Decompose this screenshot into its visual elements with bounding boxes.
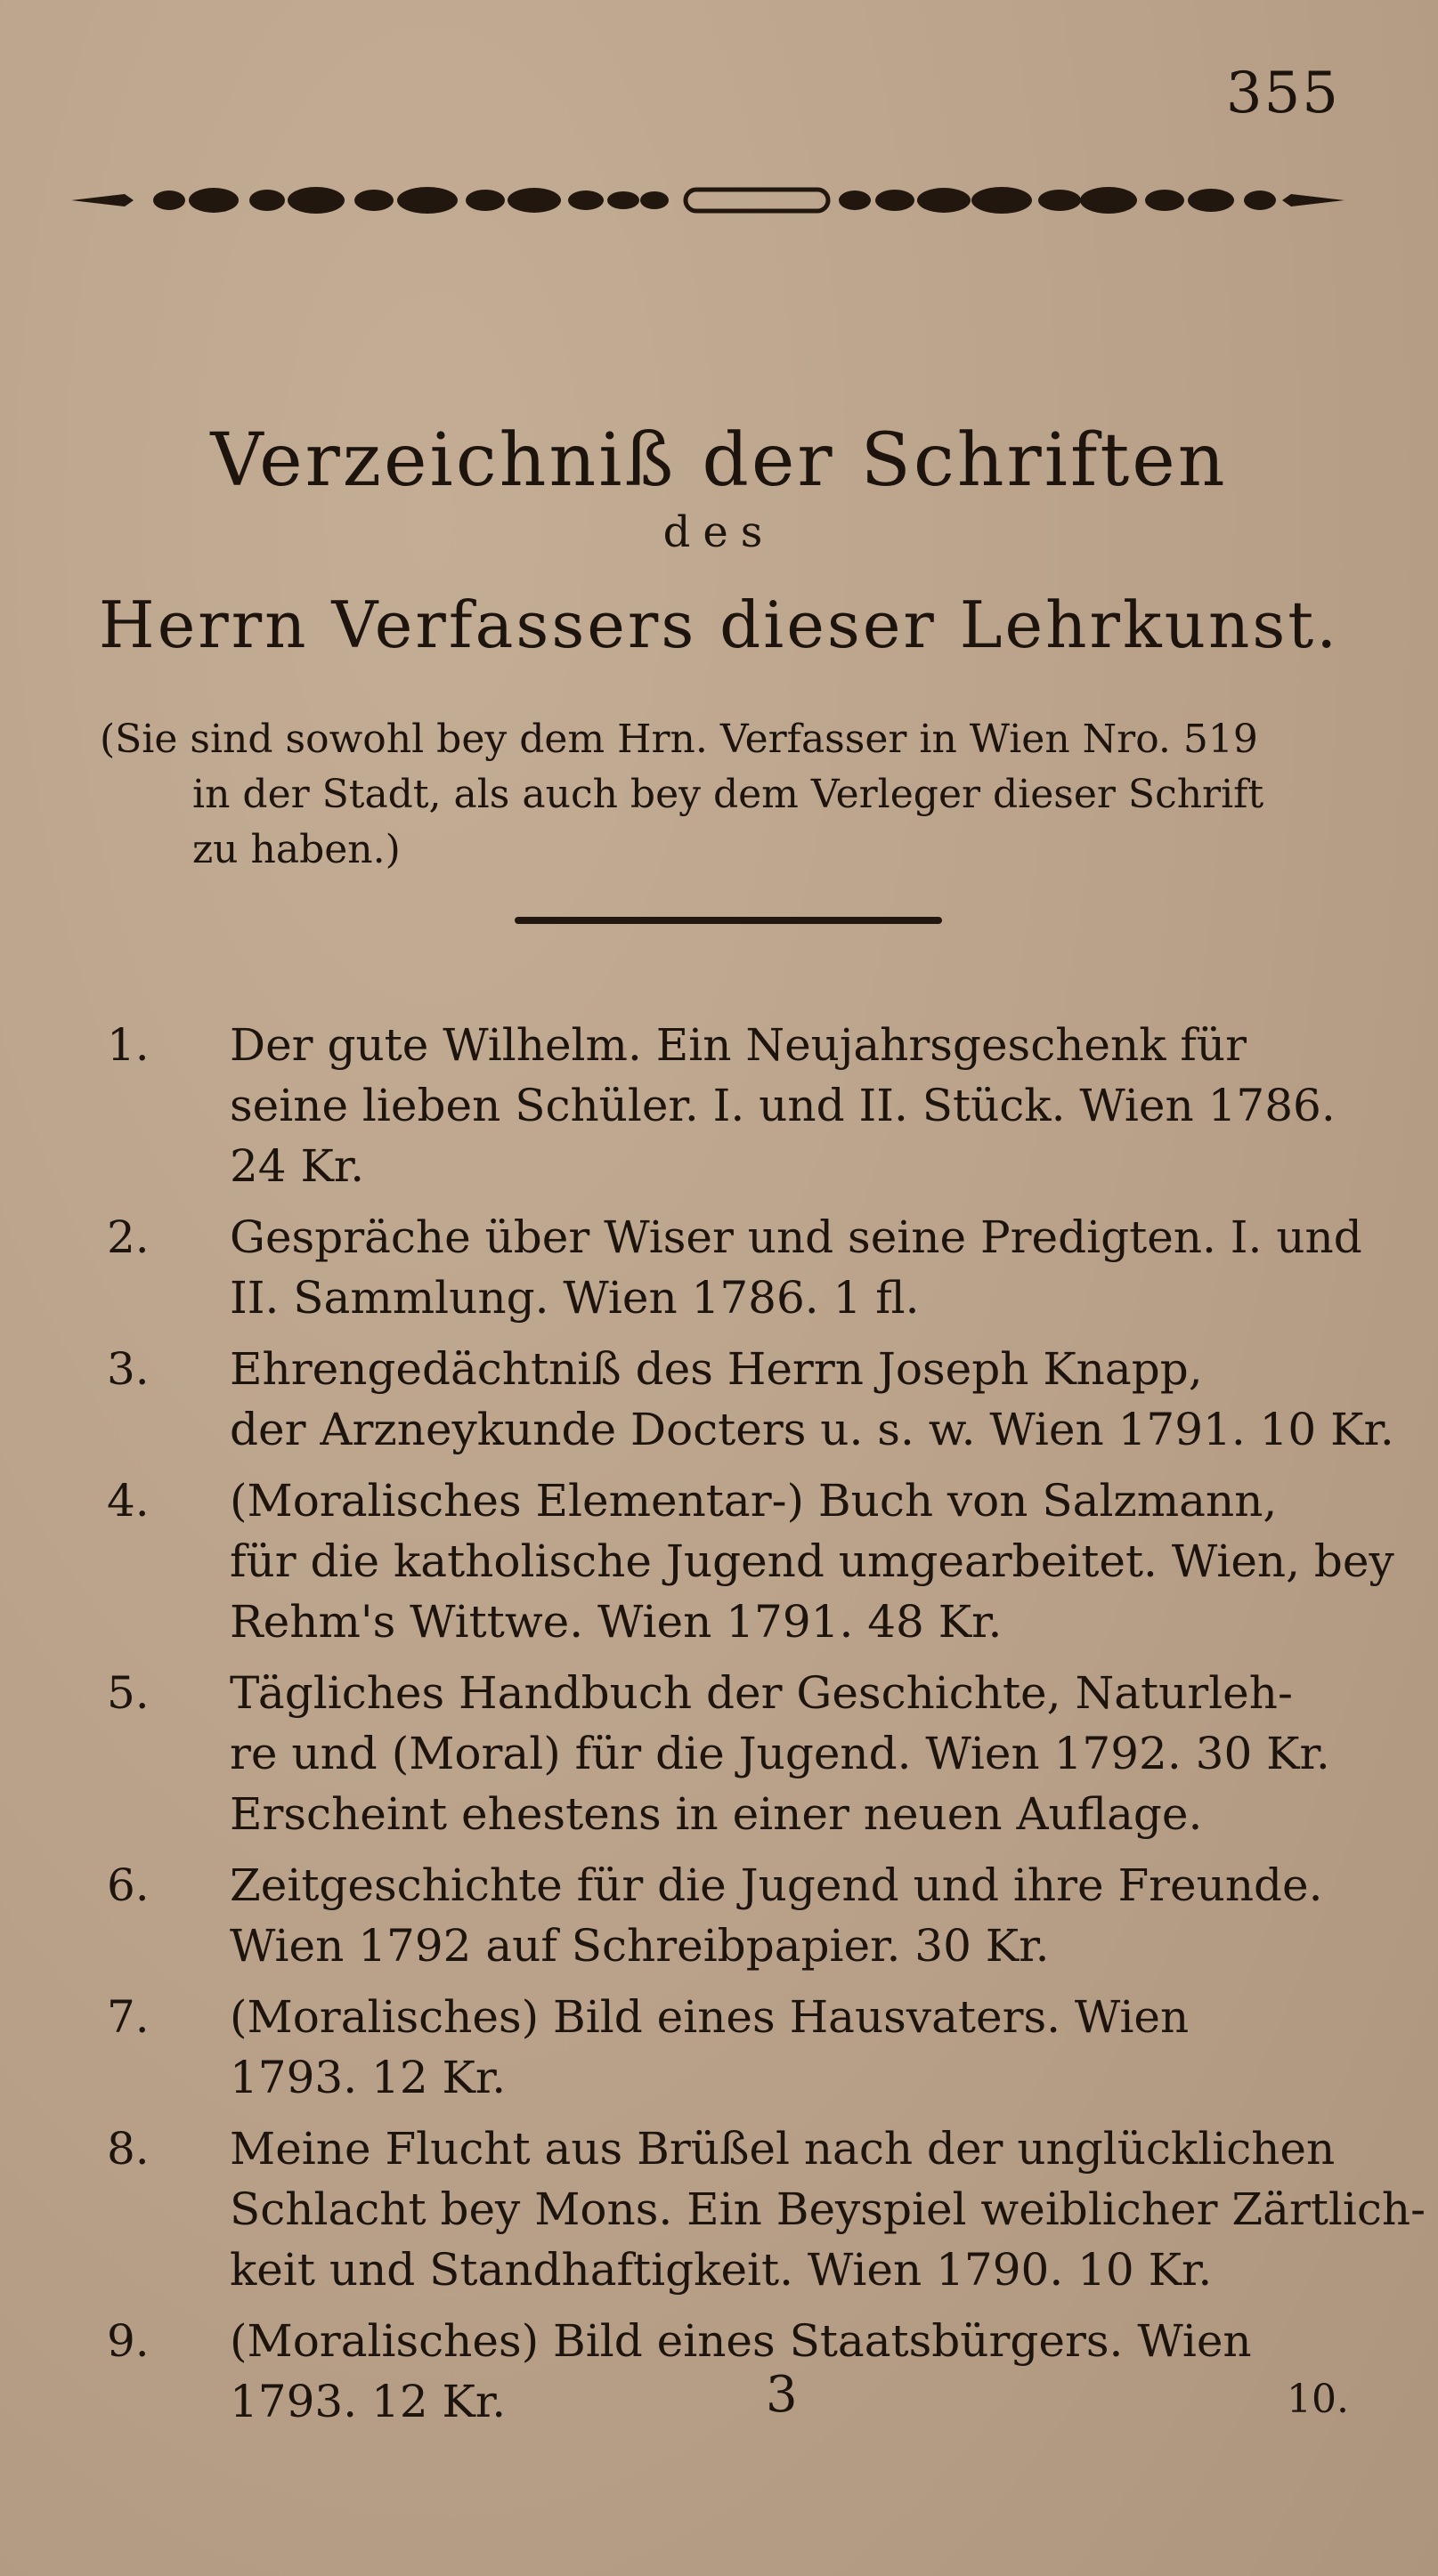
entry-number: 4. — [107, 1475, 150, 1527]
availability-note — [100, 712, 1364, 878]
entry-text: für die katholische Jugend umgearbeitet. Wien, bey — [230, 1535, 1394, 1587]
entry-text: Zeitgeschichte für die Jugend und ihre Freunde. — [230, 1859, 1323, 1911]
entry-number: 3. — [107, 1343, 150, 1395]
catchword: 10. — [1287, 2377, 1349, 2422]
entry-number: 5. — [107, 1667, 150, 1719]
title-subheading: Herrn Verfassers dieser Lehrkunst. — [98, 587, 1340, 662]
entry-text: (Moralisches Elementar-) Buch von Salzmann, — [230, 1475, 1278, 1527]
entry-number: 1. — [107, 1019, 150, 1071]
page-title: Verzeichniß der Schriften — [210, 418, 1228, 503]
entry-text: Schlacht bey Mons. Ein Beyspiel weiblicher Zärtlich- — [230, 2183, 1426, 2235]
entry-text: Tägliches Handbuch der Geschichte, Naturleh- — [230, 1667, 1293, 1719]
section-rule — [515, 917, 942, 924]
page-number: 355 — [1225, 61, 1340, 126]
entry-number: 2. — [107, 1211, 150, 1263]
list-item — [107, 2311, 1389, 2432]
list-item — [107, 1339, 1394, 1460]
entry-text: re und (Moral) für die Jugend. Wien 1792. 30 Kr. — [230, 1728, 1330, 1779]
signature-mark: 3 — [766, 2366, 798, 2424]
note-line: in der Stadt, als auch bey dem Verleger dieser Schrift — [192, 772, 1264, 817]
entry-text: II. Sammlung. Wien 1786. 1 fl. — [230, 1272, 920, 1324]
entry-text: Der gute Wilhelm. Ein Neujahrsgeschenk für — [230, 1019, 1247, 1071]
title-des: des — [662, 507, 776, 557]
entry-text: Ehrengedächtniß des Herrn Joseph Knapp, — [230, 1343, 1203, 1395]
entry-number: 6. — [107, 1859, 150, 1911]
entry-text: seine lieben Schüler. I. und II. Stück. Wien 1786. — [230, 1080, 1336, 1131]
list-item — [107, 1987, 1389, 2108]
list-item — [107, 1470, 1394, 1652]
note-line: (Sie sind sowohl bey dem Hrn. Verfasser in Wien Nro. 519 — [100, 717, 1258, 762]
entry-text: Wien 1792 auf Schreibpapier. 30 Kr. — [230, 1920, 1050, 1972]
entry-number: 8. — [107, 2123, 150, 2175]
entry-number: 7. — [107, 1991, 150, 2043]
entry-text: (Moralisches) Bild eines Staatsbürgers. Wien — [230, 2315, 1252, 2367]
list-item — [107, 1015, 1389, 1196]
entry-text: Rehm's Wittwe. Wien 1791. 48 Kr. — [230, 1596, 1003, 1648]
list-item — [107, 1663, 1389, 1844]
entry-text: Gespräche über Wiser und seine Predigten. I. und — [230, 1211, 1362, 1263]
publication-list — [107, 1015, 1426, 2442]
list-item — [107, 1207, 1389, 1328]
entry-text: 24 Kr. — [230, 1140, 365, 1192]
entry-text: (Moralisches) Bild eines Hausvaters. Wien — [230, 1991, 1190, 2043]
entry-text: 1793. 12 Kr. — [230, 2376, 507, 2427]
entry-text: Meine Flucht aus Brüßel nach der unglücklichen — [230, 2123, 1336, 2175]
list-item — [107, 1855, 1389, 1976]
note-line: zu haben.) — [192, 827, 401, 872]
entry-text: der Arzneykunde Docters u. s. w. Wien 1791. 10 Kr. — [230, 1404, 1394, 1455]
ornamental-divider — [71, 178, 1345, 223]
entry-text: Erscheint ehestens in einer neuen Auflage. — [230, 1788, 1203, 1840]
entry-text: keit und Standhaftigkeit. Wien 1790. 10 Kr. — [230, 2244, 1213, 2296]
entry-number: 9. — [107, 2315, 150, 2367]
entry-text: 1793. 12 Kr. — [230, 2052, 507, 2103]
list-item — [107, 2118, 1426, 2300]
